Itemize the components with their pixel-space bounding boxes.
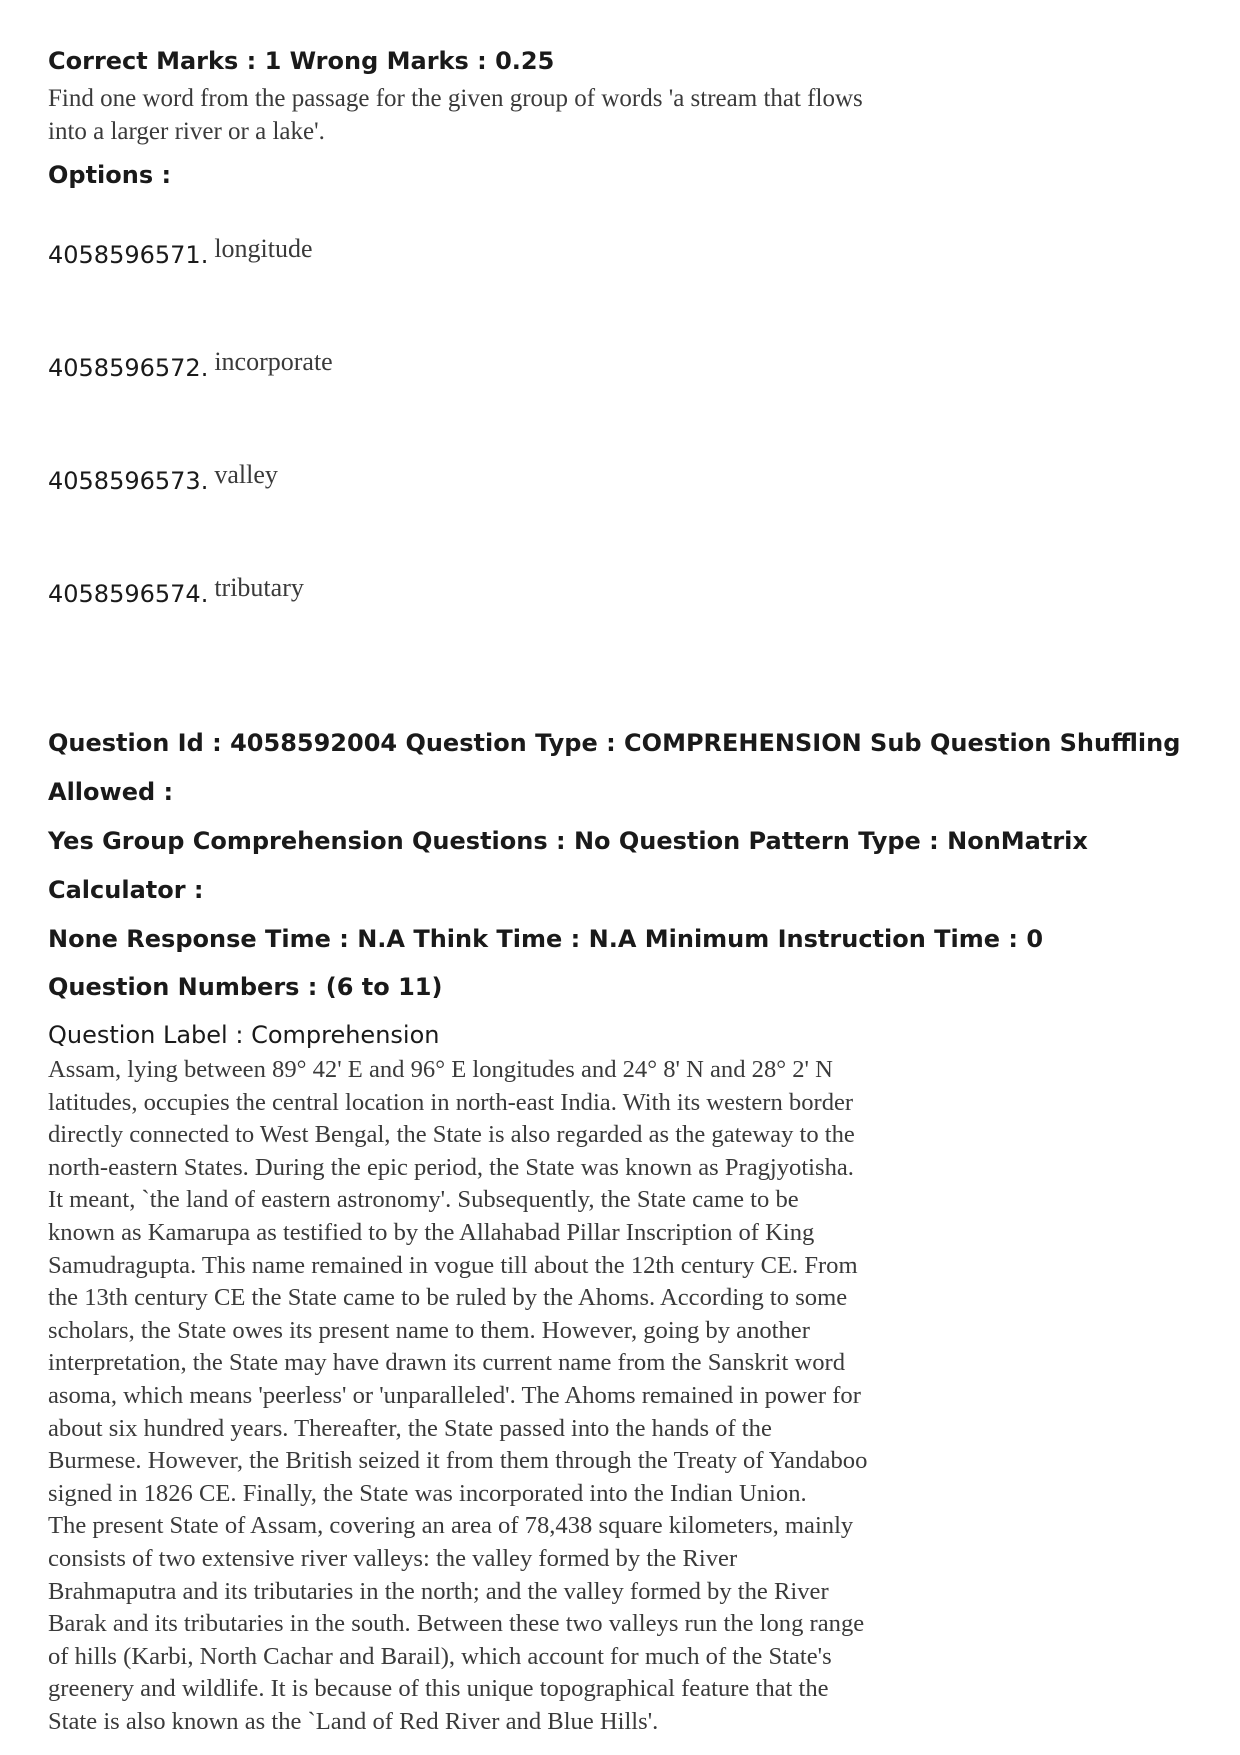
passage-line: Samudragupta. This name remained in vogue till about the 12th century CE. From (48, 1251, 858, 1279)
option-id: 4058596573. (48, 467, 209, 495)
options-list (48, 192, 1218, 611)
option-item[interactable] (48, 498, 1218, 611)
passage-line: Assam, lying between 89° 42' E and 96° E longitudes and 24° 8' N and 28° 2' N (48, 1056, 833, 1083)
passage-line: It meant, `the land of eastern astronomy'. Subsequently, the State came to be (48, 1186, 799, 1214)
meta-line: Yes Group Comprehension Questions : No Question Pattern Type : NonMatrix Calculator : (48, 827, 1088, 904)
passage-line: consists of two extensive river valleys: the valley formed by the River (48, 1544, 738, 1572)
passage-line: signed in 1826 CE. Finally, the State was incorporated into the Indian Union. (48, 1479, 807, 1507)
meta-line: Question Id : 4058592004 Question Type : COMPREHENSION Sub Question Shuffling Allowed : (48, 729, 1181, 806)
option-id: 4058596574. (48, 580, 209, 608)
passage-line: interpretation, the State may have drawn its current name from the Sanskrit word (48, 1349, 846, 1377)
question-text-line: Find one word from the passage for the given group of words 'a stream that flows (48, 85, 863, 112)
passage-line: The present State of Assam, covering an area of 78,438 square kilometers, mainly (48, 1512, 854, 1540)
question-label: Question Label : Comprehension (48, 1021, 440, 1049)
question-numbers: Question Numbers : (6 to 11) (48, 973, 443, 1001)
option-id: 4058596571. (48, 241, 209, 269)
option-text: valley (214, 460, 278, 489)
meta-line: None Response Time : N.A Think Time : N.A Minimum Instruction Time : 0 (48, 925, 1044, 953)
option-item[interactable] (48, 272, 1218, 385)
passage-line: directly connected to West Bengal, the State is also regarded as the gateway to the (48, 1121, 855, 1149)
question-text-line: into a larger river or a lake'. (48, 118, 325, 145)
passage-line: the 13th century CE the State came to be ruled by the Ahoms. According to some (48, 1284, 848, 1312)
option-text: longitude (214, 234, 313, 263)
option-item[interactable] (48, 385, 1218, 498)
option-text: tributary (214, 573, 304, 602)
options-label: Options : (48, 161, 172, 189)
comprehension-passage (48, 1054, 1008, 1738)
question-page (48, 44, 1218, 1738)
question-meta (48, 719, 1218, 964)
passage-line: latitudes, occupies the central location in north-east India. With its western border (48, 1088, 854, 1116)
question-text (48, 82, 978, 148)
passage-line: north-eastern States. During the epic period, the State was known as Pragjyotisha. (48, 1153, 854, 1181)
passage-line: Barak and its tributaries in the south. Between these two valleys run the long range (48, 1610, 865, 1638)
passage-line: about six hundred years. Thereafter, the State passed into the hands of the (48, 1414, 772, 1442)
passage-line: asoma, which means 'peerless' or 'unparalleled'. The Ahoms remained in power for (48, 1381, 861, 1409)
passage-line: Burmese. However, the British seized it from them through the Treaty of Yandaboo (48, 1447, 868, 1475)
passage-line: State is also known as the `Land of Red River and Blue Hills'. (48, 1707, 659, 1735)
option-id: 4058596572. (48, 354, 209, 382)
passage-line: Brahmaputra and its tributaries in the north; and the valley formed by the River (48, 1577, 829, 1605)
passage-line: scholars, the State owes its present name to them. However, going by another (48, 1316, 810, 1344)
marks-line: Correct Marks : 1 Wrong Marks : 0.25 (48, 47, 555, 75)
passage-line: of hills (Karbi, North Cachar and Barail), which account for much of the State's (48, 1642, 832, 1670)
passage-line: known as Kamarupa as testified to by the Allahabad Pillar Inscription of King (48, 1218, 815, 1246)
option-text: incorporate (214, 347, 333, 376)
option-item[interactable] (48, 192, 1218, 272)
passage-line: greenery and wildlife. It is because of this unique topographical feature that the (48, 1675, 829, 1703)
